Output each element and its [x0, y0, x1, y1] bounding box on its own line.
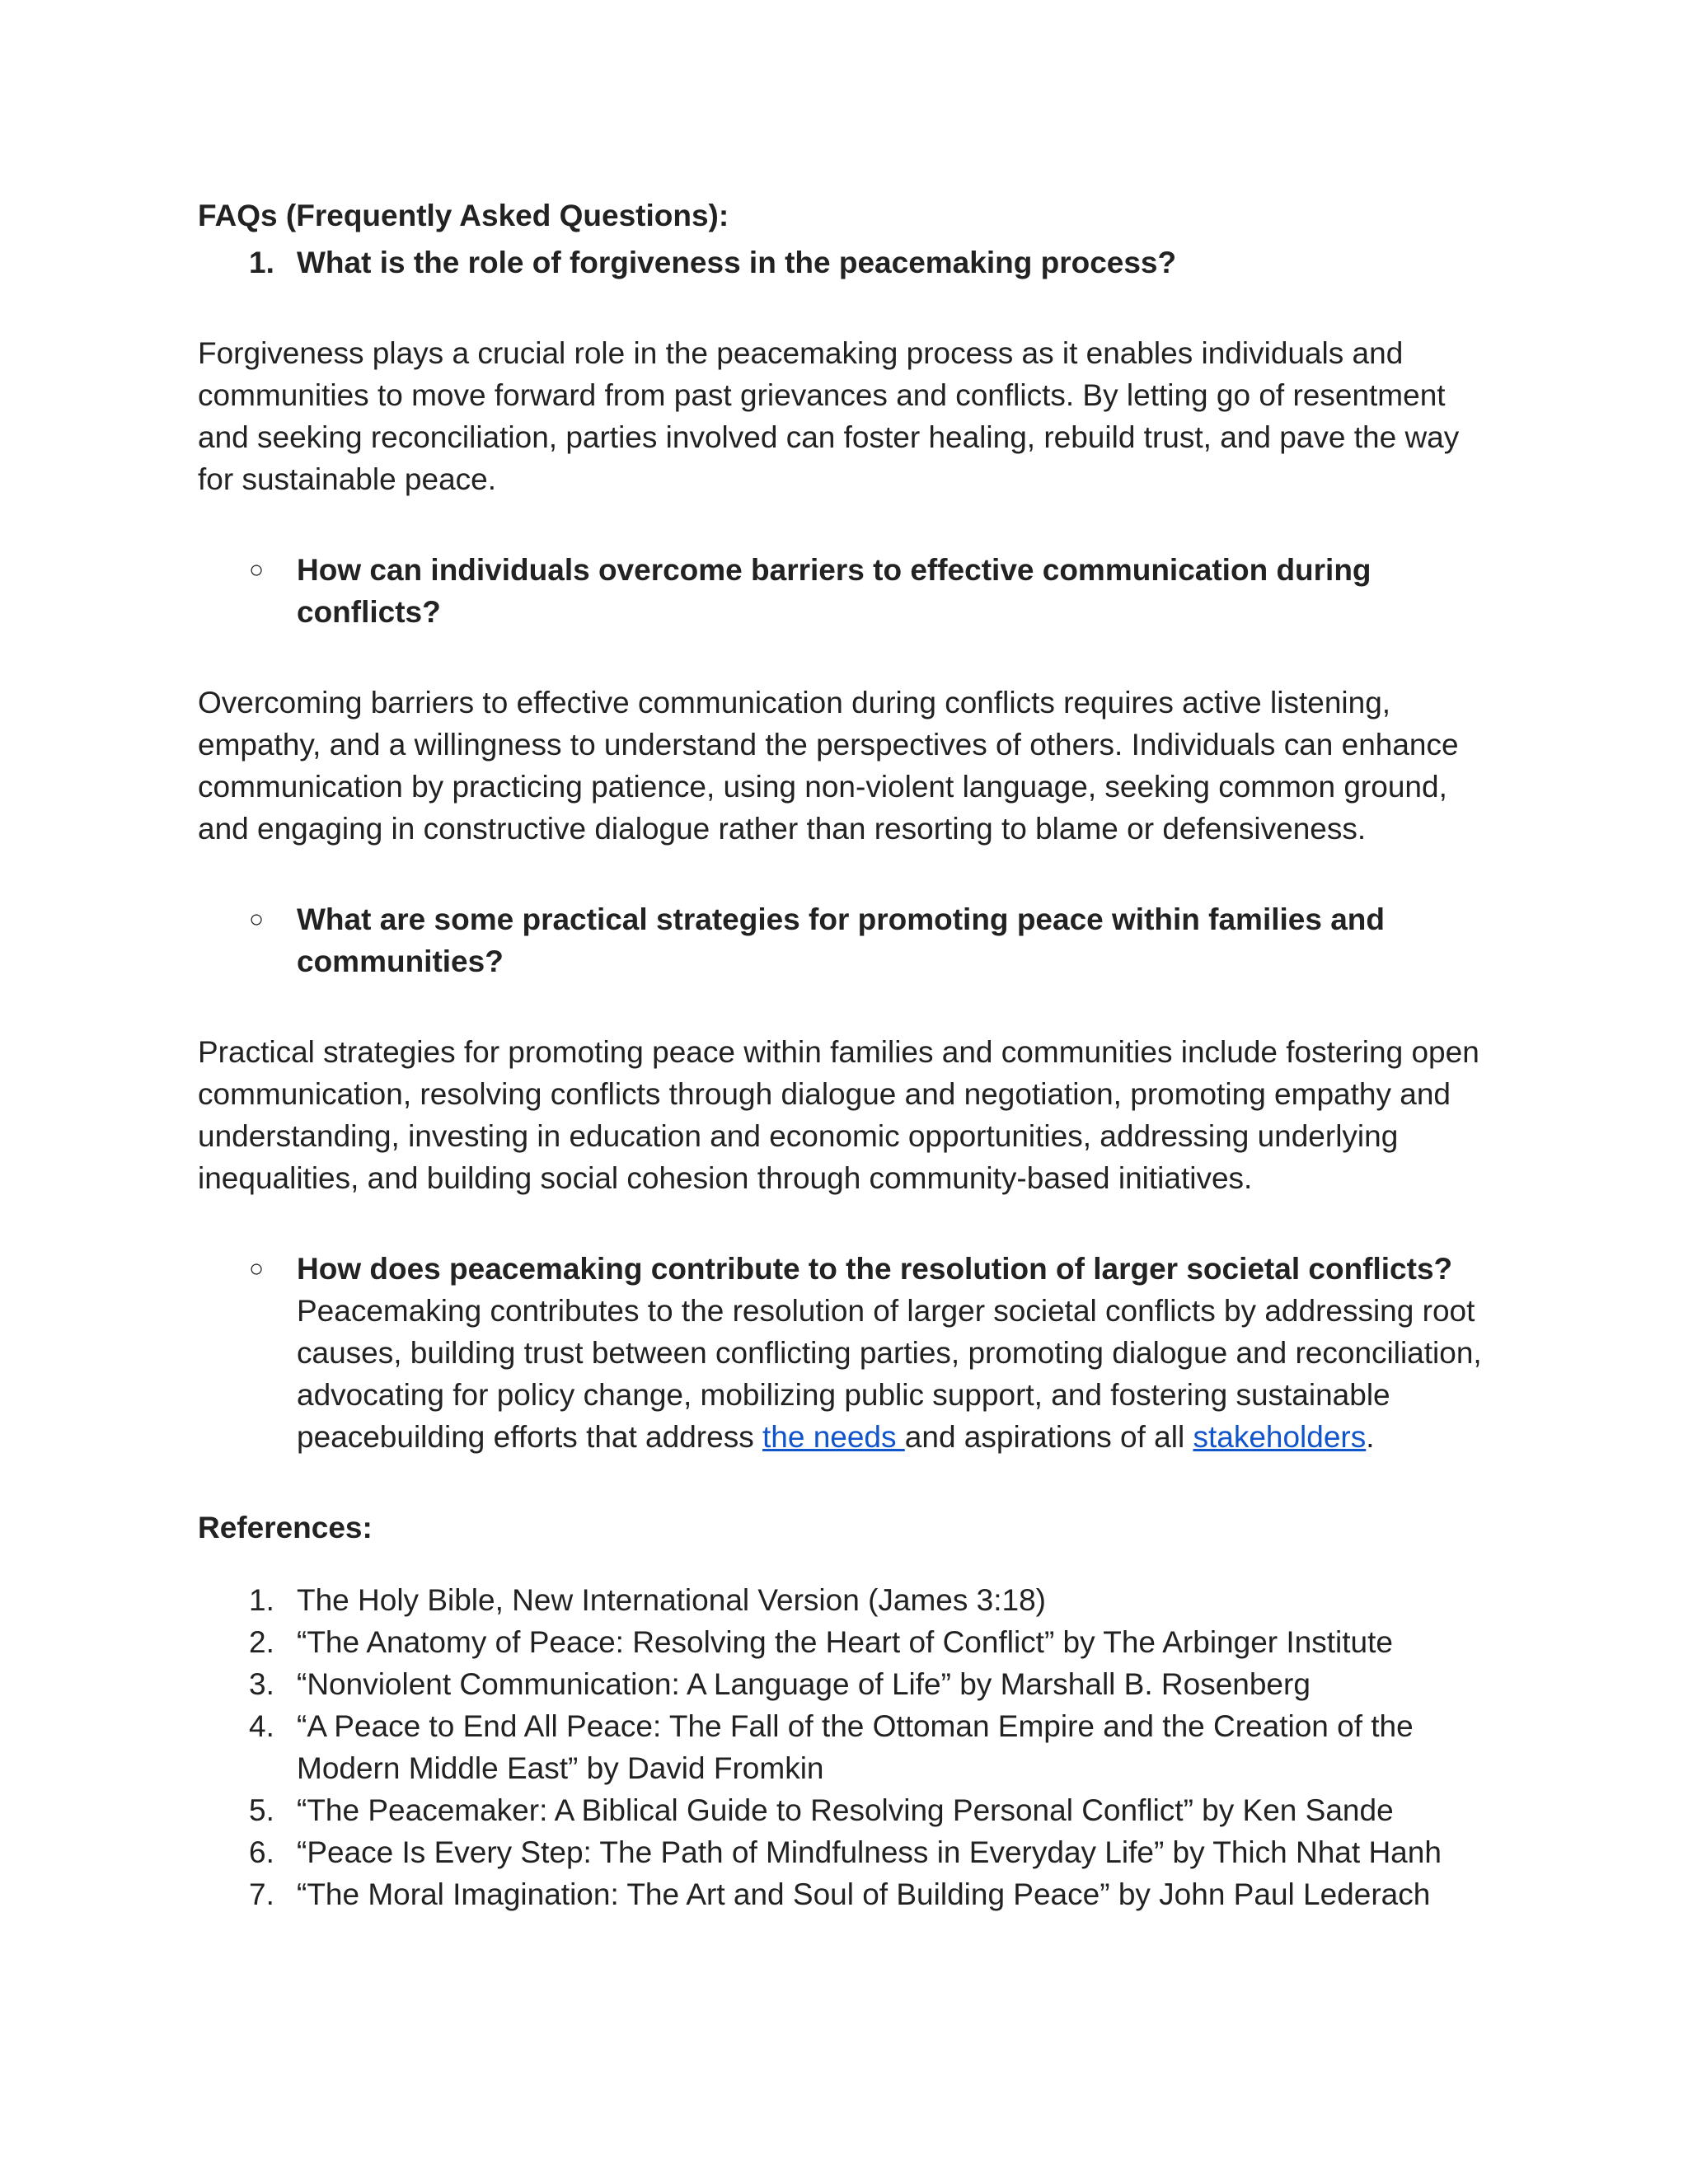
reference-item-7: [198, 1873, 1500, 1915]
reference-number: 2.: [249, 1625, 274, 1659]
faq-answer-4-part3: .: [1366, 1420, 1375, 1454]
references-list: [198, 1579, 1500, 1915]
reference-item-2: [198, 1621, 1500, 1663]
faq-question-1: [198, 241, 1500, 284]
reference-item-6: [198, 1831, 1500, 1873]
faq-question-3: [198, 898, 1500, 982]
document-content: [198, 194, 1500, 1915]
reference-number: 3.: [249, 1667, 274, 1701]
reference-number: 6.: [249, 1835, 274, 1869]
faq-question-2-text: How can individuals overcome barriers to effective communication during conflicts?: [297, 553, 1372, 629]
faq-question-4-text: How does peacemaking contribute to the resolution of larger societal conflicts?: [297, 1252, 1453, 1286]
faq-question-2: [198, 549, 1500, 633]
faq-question-4: [198, 1248, 1500, 1458]
the-needs-link[interactable]: the needs: [762, 1420, 905, 1454]
faq-answer-1: Forgiveness plays a crucial role in the peacemaking process as it enables individuals and communities to move forward from past grievances and conflicts. By letting go of resentment and seeking reconciliation, parties involved can foster healing, rebuild trust, and pave the way for sustainable peace.: [198, 336, 1460, 496]
reference-number: 7.: [249, 1877, 274, 1911]
bullet-circle-icon: ○: [249, 906, 265, 933]
reference-number: 4.: [249, 1709, 274, 1743]
reference-text: “Nonviolent Communication: A Language of Life” by Marshall B. Rosenberg: [297, 1667, 1311, 1701]
bullet-circle-icon: ○: [249, 556, 265, 583]
reference-item-4: [198, 1705, 1500, 1789]
reference-text: The Holy Bible, New International Version (James 3:18): [297, 1583, 1046, 1617]
faq-question-1-number: 1.: [249, 246, 274, 279]
bullet-circle-icon: ○: [249, 1255, 265, 1282]
reference-text: “The Anatomy of Peace: Resolving the Heart of Conflict” by The Arbinger Institute: [297, 1625, 1393, 1659]
faq-question-3-text: What are some practical strategies for promoting peace within families and communities?: [297, 902, 1386, 978]
reference-text: “The Peacemaker: A Biblical Guide to Resolving Personal Conflict” by Ken Sande: [297, 1793, 1394, 1827]
reference-text: “A Peace to End All Peace: The Fall of the Ottoman Empire and the Creation of the Modern Middle East” by David Fromkin: [297, 1709, 1414, 1785]
reference-item-5: [198, 1789, 1500, 1831]
stakeholders-link[interactable]: stakeholders: [1193, 1420, 1367, 1454]
faq-answer-4-part1: Peacemaking contributes to the resolution of larger societal conflicts by addressing root causes, building trust between conflicting parties, promoting dialogue and reconciliation, advocating for policy change, mobilizing public support, and fostering sustainable peacebuilding efforts that address: [297, 1294, 1482, 1454]
reference-item-1: [198, 1579, 1500, 1621]
references-heading: References:: [198, 1511, 373, 1544]
faq-answer-2: Overcoming barriers to effective communication during conflicts requires active listening, empathy, and a willingness to understand the perspectives of others. Individuals can enhance communication by practicing patience, using non-violent language, seeking common ground, and engaging in constructive dialogue rather than resorting to blame or defensiveness.: [198, 686, 1459, 846]
faq-question-1-text: What is the role of forgiveness in the peacemaking process?: [297, 246, 1177, 279]
reference-text: “Peace Is Every Step: The Path of Mindfulness in Everyday Life” by Thich Nhat Hanh: [297, 1835, 1442, 1869]
reference-number: 1.: [249, 1583, 274, 1617]
faq-heading: FAQs (Frequently Asked Questions):: [198, 199, 729, 232]
reference-text: “The Moral Imagination: The Art and Soul of Building Peace” by John Paul Lederach: [297, 1877, 1431, 1911]
faq-answer-4-part2: and aspirations of all: [904, 1420, 1193, 1454]
reference-number: 5.: [249, 1793, 274, 1827]
faq-answer-3: Practical strategies for promoting peace within families and communities include fostering open communication, resolving conflicts through dialogue and negotiation, promoting empathy and understanding, investing in education and economic opportunities, addressing underlying inequalities, and building social cohesion through community-based initiatives.: [198, 1035, 1479, 1195]
reference-item-3: [198, 1663, 1500, 1705]
